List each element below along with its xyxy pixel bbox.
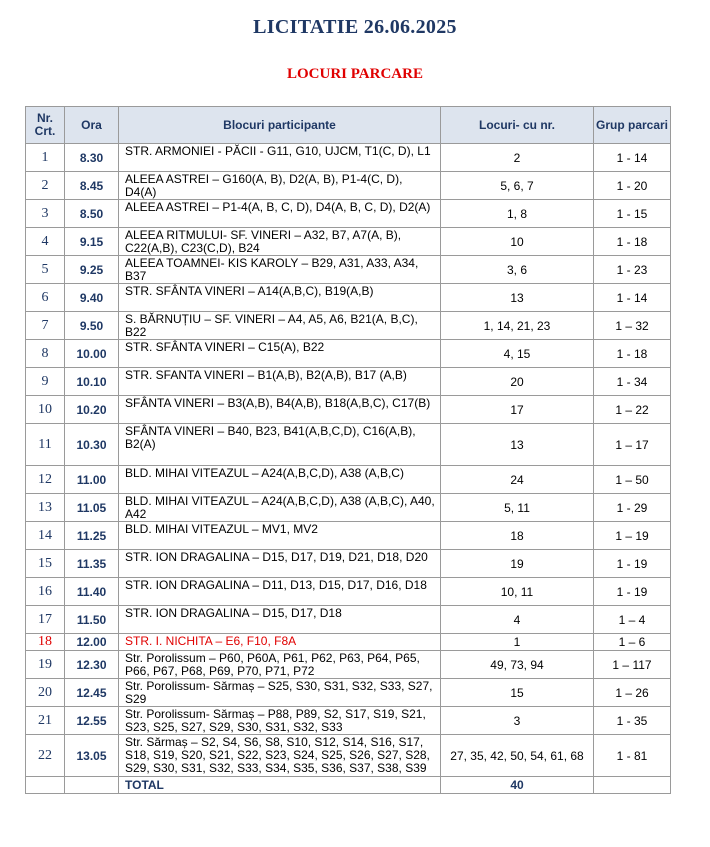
cell-blocuri: Str. Sărmaș – S2, S4, S6, S8, S10, S12, S14, S16, S17, S18, S19, S20, S21, S22, S23, S24, S25, S26, S27, S28, S29, S30, S31, S32, S33, S34, S35, S36, S37, S38, S39	[119, 735, 441, 777]
cell-locuri: 24	[441, 466, 594, 494]
cell-locuri: 3, 6	[441, 256, 594, 284]
cell-nr: 4	[26, 228, 65, 256]
cell-ora: 10.20	[65, 396, 119, 424]
cell-grup: 1 - 15	[594, 200, 671, 228]
cell-locuri: 20	[441, 368, 594, 396]
table-row	[26, 466, 671, 494]
total-empty-nr	[26, 777, 65, 794]
cell-locuri: 19	[441, 550, 594, 578]
cell-blocuri: ALEEA TOAMNEI- KIS KAROLY – B29, A31, A33, A34, B37	[119, 256, 441, 284]
cell-locuri: 10	[441, 228, 594, 256]
cell-nr: 8	[26, 340, 65, 368]
table-row	[26, 522, 671, 550]
document-subtitle: LOCURI PARCARE	[287, 66, 423, 82]
cell-locuri: 1	[441, 634, 594, 651]
table-row	[26, 144, 671, 172]
cell-blocuri: SFÂNTA VINERI – B3(A,B), B4(A,B), B18(A,B,C), C17(B)	[119, 396, 441, 424]
cell-blocuri: ALEEA RITMULUI- SF. VINERI – A32, B7, A7(A, B), C22(A,B), C23(C,D), B24	[119, 228, 441, 256]
cell-blocuri: STR. I. NICHITA – E6, F10, F8A	[119, 634, 441, 651]
cell-nr: 16	[26, 578, 65, 606]
cell-blocuri: BLD. MIHAI VITEAZUL – A24(A,B,C,D), A38 (A,B,C), A40, A42	[119, 494, 441, 522]
cell-ora: 11.25	[65, 522, 119, 550]
cell-nr: 9	[26, 368, 65, 396]
cell-locuri: 17	[441, 396, 594, 424]
cell-nr: 22	[26, 735, 65, 777]
cell-grup: 1 - 14	[594, 284, 671, 312]
cell-locuri: 3	[441, 707, 594, 735]
cell-locuri: 5, 11	[441, 494, 594, 522]
cell-nr: 13	[26, 494, 65, 522]
table-row	[26, 256, 671, 284]
table-row	[26, 172, 671, 200]
cell-ora: 11.35	[65, 550, 119, 578]
cell-grup: 1 – 19	[594, 522, 671, 550]
cell-nr: 3	[26, 200, 65, 228]
cell-grup: 1 - 23	[594, 256, 671, 284]
table-row	[26, 340, 671, 368]
cell-blocuri: BLD. MIHAI VITEAZUL – MV1, MV2	[119, 522, 441, 550]
table-row	[26, 228, 671, 256]
cell-grup: 1 – 22	[594, 396, 671, 424]
cell-ora: 9.40	[65, 284, 119, 312]
cell-locuri: 49, 73, 94	[441, 651, 594, 679]
cell-grup: 1 - 18	[594, 340, 671, 368]
cell-ora: 11.00	[65, 466, 119, 494]
total-value: 40	[441, 777, 594, 794]
cell-blocuri: Str. Porolissum – P60, P60A, P61, P62, P63, P64, P65, P66, P67, P68, P69, P70, P71, P72	[119, 651, 441, 679]
cell-blocuri: SFÂNTA VINERI – B40, B23, B41(A,B,C,D), C16(A,B), B2(A)	[119, 424, 441, 466]
auction-table	[25, 106, 671, 794]
cell-nr: 14	[26, 522, 65, 550]
cell-nr: 2	[26, 172, 65, 200]
cell-grup: 1 – 6	[594, 634, 671, 651]
cell-blocuri: STR. ION DRAGALINA – D15, D17, D18	[119, 606, 441, 634]
cell-grup: 1 - 19	[594, 550, 671, 578]
cell-ora: 10.10	[65, 368, 119, 396]
cell-grup: 1 – 4	[594, 606, 671, 634]
header-ora-label: Ora	[81, 117, 102, 132]
cell-grup: 1 – 117	[594, 651, 671, 679]
cell-ora: 12.45	[65, 679, 119, 707]
table-row	[26, 578, 671, 606]
table-row	[26, 679, 671, 707]
cell-nr: 17	[26, 606, 65, 634]
cell-blocuri: STR. ION DRAGALINA – D11, D13, D15, D17, D16, D18	[119, 578, 441, 606]
cell-locuri: 13	[441, 424, 594, 466]
table-row	[26, 284, 671, 312]
cell-grup: 1 - 81	[594, 735, 671, 777]
cell-nr: 10	[26, 396, 65, 424]
header-locuri	[441, 107, 594, 144]
cell-blocuri: STR. ARMONIEI - PĂCII - G11, G10, UJCM, T1(C, D), L1	[119, 144, 441, 172]
cell-grup: 1 - 18	[594, 228, 671, 256]
table-row	[26, 707, 671, 735]
cell-nr: 19	[26, 651, 65, 679]
cell-nr: 7	[26, 312, 65, 340]
header-blocuri-label: Blocuri participante	[223, 117, 336, 132]
table-body	[26, 144, 671, 794]
table-row	[26, 494, 671, 522]
header-nr	[26, 107, 65, 144]
header-grup	[594, 107, 671, 144]
cell-grup: 1 – 17	[594, 424, 671, 466]
table-row	[26, 424, 671, 466]
cell-grup: 1 - 29	[594, 494, 671, 522]
cell-locuri: 13	[441, 284, 594, 312]
cell-blocuri: S. BĂRNUȚIU – SF. VINERI – A4, A5, A6, B21(A, B,C), B22	[119, 312, 441, 340]
table-row	[26, 368, 671, 396]
cell-blocuri: STR. ION DRAGALINA – D15, D17, D19, D21, D18, D20	[119, 550, 441, 578]
cell-blocuri: Str. Porolissum- Sărmaș – S25, S30, S31, S32, S33, S27, S29	[119, 679, 441, 707]
table-row	[26, 396, 671, 424]
header-locuri-label: Locuri- cu nr.	[478, 117, 555, 132]
cell-nr: 11	[26, 424, 65, 466]
cell-locuri: 1, 14, 21, 23	[441, 312, 594, 340]
cell-ora: 8.45	[65, 172, 119, 200]
cell-ora: 11.05	[65, 494, 119, 522]
table-row	[26, 606, 671, 634]
cell-ora: 10.00	[65, 340, 119, 368]
cell-grup: 1 – 26	[594, 679, 671, 707]
cell-ora: 12.30	[65, 651, 119, 679]
cell-locuri: 27, 35, 42, 50, 54, 61, 68	[441, 735, 594, 777]
cell-grup: 1 - 14	[594, 144, 671, 172]
cell-ora: 12.55	[65, 707, 119, 735]
cell-locuri: 10, 11	[441, 578, 594, 606]
cell-nr: 12	[26, 466, 65, 494]
cell-locuri: 4, 15	[441, 340, 594, 368]
cell-nr: 6	[26, 284, 65, 312]
cell-blocuri: ALEEA ASTREI – G160(A, B), D2(A, B), P1-4(C, D), D4(A)	[119, 172, 441, 200]
total-empty-grup	[594, 777, 671, 794]
header-blocuri	[119, 107, 441, 144]
cell-locuri: 18	[441, 522, 594, 550]
cell-ora: 11.50	[65, 606, 119, 634]
cell-ora: 13.05	[65, 735, 119, 777]
cell-nr: 21	[26, 707, 65, 735]
cell-locuri: 15	[441, 679, 594, 707]
cell-ora: 9.15	[65, 228, 119, 256]
cell-locuri: 4	[441, 606, 594, 634]
table-row	[26, 312, 671, 340]
cell-nr: 5	[26, 256, 65, 284]
cell-blocuri: Str. Porolissum- Sărmaș – P88, P89, S2, S17, S19, S21, S23, S25, S27, S29, S30, S31, S32, S33	[119, 707, 441, 735]
table-row	[26, 634, 671, 651]
cell-locuri: 2	[441, 144, 594, 172]
total-empty-ora	[65, 777, 119, 794]
cell-blocuri: STR. SFÂNTA VINERI – C15(A), B22	[119, 340, 441, 368]
header-ora	[65, 107, 119, 144]
cell-nr: 1	[26, 144, 65, 172]
header-grup-label: Grup parcari	[595, 117, 669, 132]
table-row	[26, 550, 671, 578]
cell-nr: 20	[26, 679, 65, 707]
cell-blocuri: STR. SFANTA VINERI – B1(A,B), B2(A,B), B17 (A,B)	[119, 368, 441, 396]
header-nr-label: Nr. Crt.	[34, 111, 56, 138]
cell-nr: 18	[26, 634, 65, 651]
cell-ora: 11.40	[65, 578, 119, 606]
total-row	[26, 777, 671, 794]
cell-grup: 1 – 50	[594, 466, 671, 494]
cell-ora: 8.30	[65, 144, 119, 172]
cell-grup: 1 - 19	[594, 578, 671, 606]
cell-ora: 12.00	[65, 634, 119, 651]
cell-nr: 15	[26, 550, 65, 578]
table-header-row	[26, 107, 671, 144]
cell-blocuri: STR. SFÂNTA VINERI – A14(A,B,C), B19(A,B)	[119, 284, 441, 312]
cell-ora: 8.50	[65, 200, 119, 228]
cell-grup: 1 - 20	[594, 172, 671, 200]
table-row	[26, 735, 671, 777]
table-row	[26, 651, 671, 679]
cell-locuri: 1, 8	[441, 200, 594, 228]
cell-ora: 9.50	[65, 312, 119, 340]
cell-blocuri: ALEEA ASTREI – P1-4(A, B, C, D), D4(A, B, C, D), D2(A)	[119, 200, 441, 228]
total-label: TOTAL	[119, 777, 441, 794]
document-title: LICITATIE 26.06.2025	[253, 16, 457, 38]
cell-locuri: 5, 6, 7	[441, 172, 594, 200]
cell-ora: 9.25	[65, 256, 119, 284]
table-row	[26, 200, 671, 228]
cell-grup: 1 - 34	[594, 368, 671, 396]
cell-blocuri: BLD. MIHAI VITEAZUL – A24(A,B,C,D), A38 (A,B,C)	[119, 466, 441, 494]
cell-grup: 1 - 35	[594, 707, 671, 735]
cell-grup: 1 – 32	[594, 312, 671, 340]
cell-ora: 10.30	[65, 424, 119, 466]
